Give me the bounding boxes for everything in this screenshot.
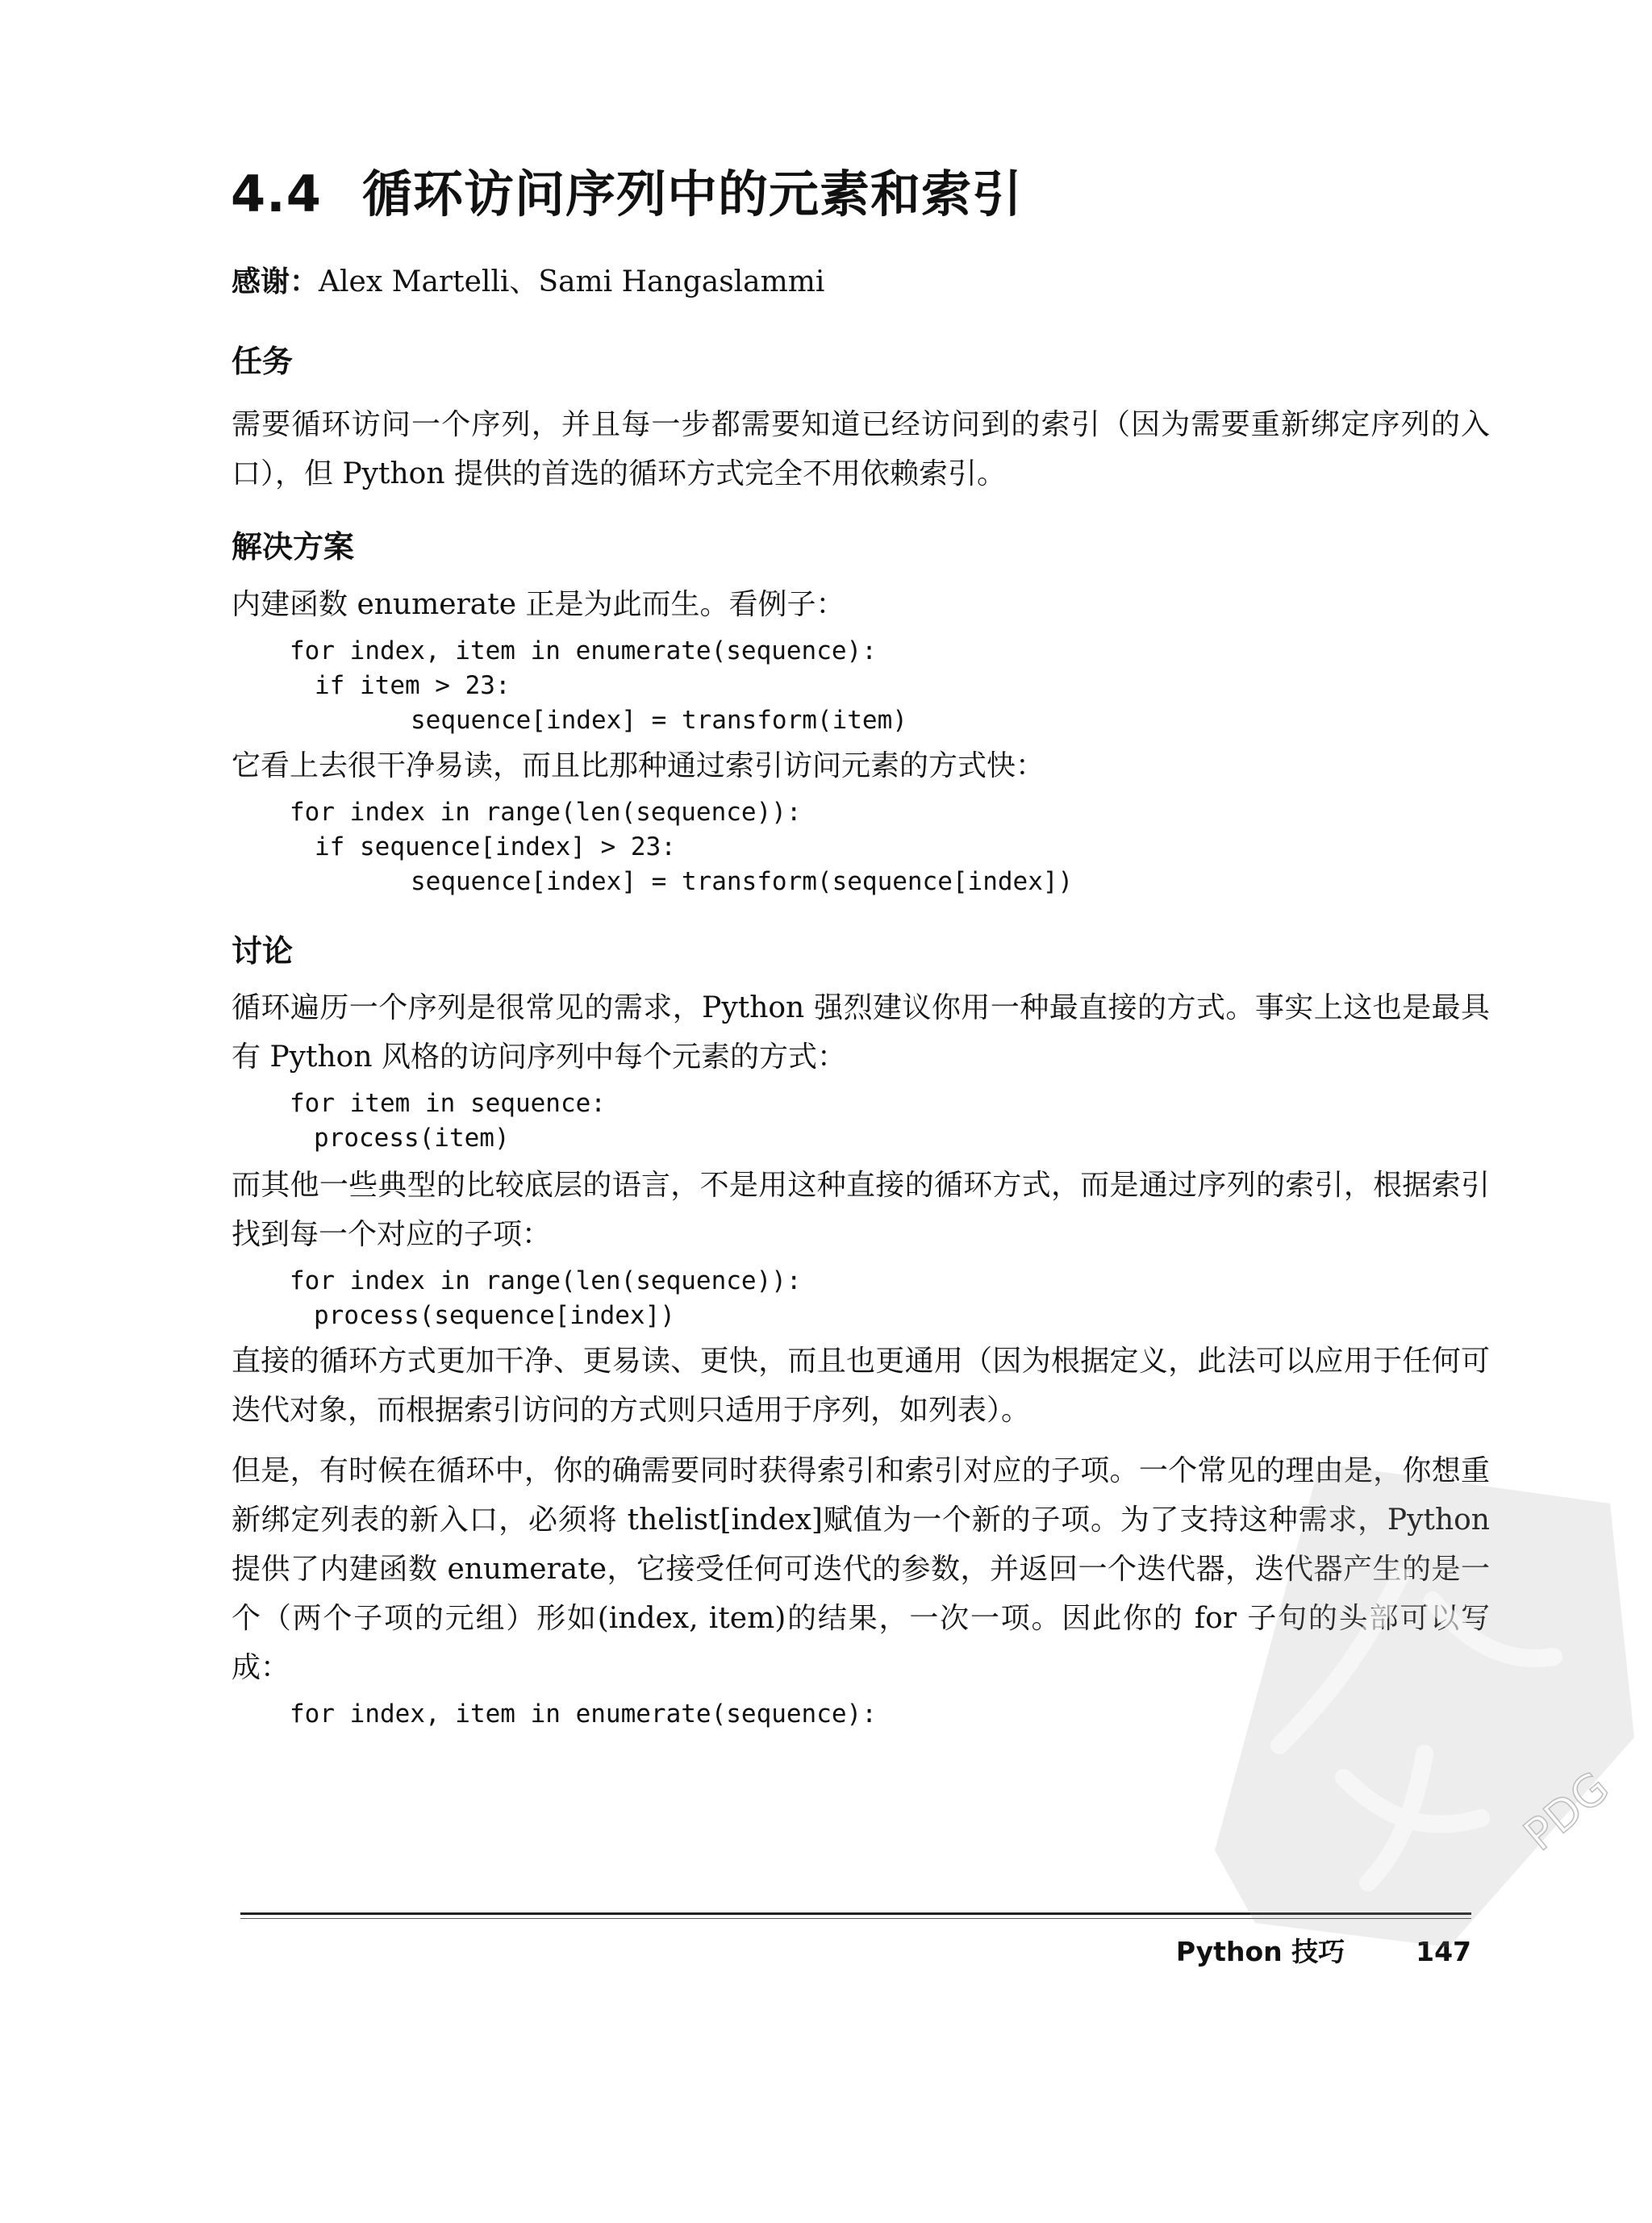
watermark-stroke (1368, 1754, 1425, 1883)
footer-book-title: Python 技巧 (1175, 1936, 1345, 1967)
section-number: 4.4 (231, 165, 322, 223)
acknowledgement-label: 感谢： (232, 265, 319, 298)
footer-rule-thin (240, 1918, 1471, 1919)
code-block-enumerate-header (232, 1697, 1490, 1732)
code-block-index-loop (232, 1264, 1490, 1333)
section-title (231, 165, 1023, 223)
code-line: for index, item in enumerate(sequence): (290, 636, 877, 666)
code-line: for index in range(len(sequence)): (290, 1266, 802, 1295)
page-number: 147 (1416, 1936, 1471, 1967)
footer-rule (240, 1912, 1471, 1915)
solution-intro: 内建函数 enumerate 正是为此而生。看例子： (232, 588, 845, 622)
task-text: 需要循环访问一个序列，并且每一步都需要知道已经访问到的索引（因为需要重新绑定序列的入口），但 Python 提供的首选的循环方式完全不用依赖索引。 (232, 407, 1490, 490)
code-line: process(item) (314, 1123, 510, 1153)
code-line: if item > 23: (315, 671, 511, 701)
code-line: sequence[index] = transform(item) (411, 706, 907, 736)
page-footer (1176, 1931, 1471, 1969)
code-block-range (232, 795, 1490, 899)
code-line: process(sequence[index]) (314, 1300, 675, 1330)
code-line: for index in range(len(sequence)): (290, 798, 802, 828)
solution-compare: 它看上去很干净易读，而且比那种通过索引访问元素的方式快： (232, 749, 1045, 783)
code-line: for index, item in enumerate(sequence): (290, 1699, 877, 1729)
discussion-heading: 讨论 (232, 933, 294, 970)
main-content (232, 344, 1490, 1732)
watermark-text: PDG (1514, 1762, 1619, 1861)
discussion-paragraph: 而其他一些典型的比较底层的语言，不是用这种直接的循环方式，而是通过序列的索引，根据索引找到每一个对应的子项： (232, 1168, 1490, 1251)
code-block-direct-loop (232, 1086, 1490, 1156)
discussion-paragraph: 直接的循环方式更加干净、更易读、更快，而且也更通用（因为根据定义，此法可以应用于任何可迭代对象，而根据索引访问的方式则只适用于序列，如列表）。 (232, 1344, 1490, 1427)
acknowledgement-names: Alex Martelli、Sami Hangaslammi (319, 265, 825, 298)
discussion-paragraph: 循环遍历一个序列是很常见的需求，Python 强烈建议你用一种最直接的方式。事实上这也是最具有 Python 风格的访问序列中每个元素的方式： (232, 991, 1490, 1074)
task-heading: 任务 (232, 344, 294, 379)
discussion-paragraph: 但是，有时候在循环中，你的确需要同时获得索引和索引对应的子项。一个常见的理由是，你想重新绑定列表的新入口，必须将 thelist[index]赋值为一个新的子项。为了支持这种需求，Python 提供了内建函数 enumerate，它接受任何可迭代的参数，并返回一个迭代器，迭代器产生的是一个（两个子项的元组）形如(index, item)的结果，一次一项。因此你的 for 子句的头部可以写成： (232, 1454, 1490, 1684)
code-line: sequence[index] = transform(sequence[index]) (411, 867, 1074, 897)
acknowledgement (232, 265, 824, 299)
section-title-text: 循环访问序列中的元素和索引 (362, 165, 1024, 223)
solution-heading: 解决方案 (232, 528, 355, 565)
watermark-stroke (1344, 1778, 1481, 1825)
code-line: if sequence[index] > 23: (315, 832, 676, 862)
code-line: for item in sequence: (290, 1088, 606, 1118)
code-block-enumerate (232, 634, 1490, 738)
